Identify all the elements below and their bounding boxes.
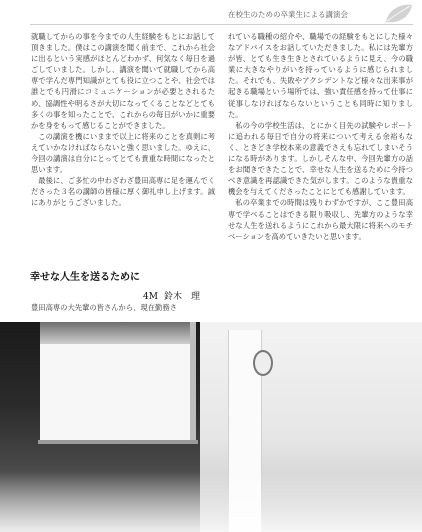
section-heading: 幸せな人生を送るために	[30, 272, 140, 283]
leaf-logo-icon	[382, 2, 414, 26]
lecture-hall-photo	[0, 322, 422, 532]
right-column	[228, 31, 413, 242]
author-name: 鈴木 理	[163, 292, 200, 302]
photo-fade	[0, 472, 422, 532]
section-lead-text: 豊田高専の大先輩の皆さんから、現在勤務さ	[31, 303, 177, 312]
right-paragraph-2: 私の今の学校生活は、とにかく目先の試験やレポートに追われる毎日で自分の将来について考える余裕もなく、ときどき学校本来の意義でさえも忘れてしまいそうになる時があります。しかしそんな中、今回先輩方の話をお聞きできたことで、幸せな人生を送るために今持つべき意識を再認識できた気がします。このような貴重な機会を与えてくださったことにとても感謝しています。	[228, 120, 413, 197]
header-rule	[30, 24, 413, 25]
photo-screen-top	[40, 322, 190, 344]
wall-clock-icon	[253, 350, 273, 376]
author-byline	[143, 289, 200, 302]
left-paragraph-1: 就職してからの事を今までの人生経験をもとにお話して頂きました。僕はこの講演を聞く前まで、これから社会に出るという実感がほとんどわかず、何気なく毎日を過ごしていました。しかし、講演を聞いて就職してから高専で学んだ専門知識がとても役に立つことや、社会では誰とでも円滑にコミュニケーションが必要とされるため、協調性や明るさが大切になってくることなどとても多くの事を知ったことで、これからの毎日がいかに重要かを身をもって感じることができました。	[31, 32, 215, 130]
left-paragraph-2: この講演を機にいままで以上に将来のことを真剣に考えていかなければならないと強く思いました。ゆえに、今回の講演は自分にとってとても貴重な時間になったと思います。	[31, 131, 215, 175]
right-paragraph-1: れている職種の紹介や、職場での経験をもとにした様々なアドバイスをお話していただきました。私には先輩方が皆、とても生き生きとされているように見え、今の職業に大きなやりがいを持っているように感じられました。それでも、失敗やアクシデントなど様々な出来事が起きる職場という場所では、強い責任感を持って仕事に従事しなければならないということも同時に知りました。	[228, 32, 413, 119]
left-column	[31, 31, 215, 209]
left-paragraph-3: 最後に、ご多忙の中わざわざ豊田高専に足を運んでくださった３名の講師の皆様に厚く御礼申し上げます。誠にありがとうございました。	[31, 176, 215, 208]
running-header: 在校生のための卒業生による講演会	[228, 10, 348, 19]
photo-screen-rod	[38, 440, 198, 444]
right-paragraph-3: 私の卒業までの時間は残りわずかですが、ここ豊田高専で学べることはできる限り吸収し、先輩方のような幸せな人生を送れるようにこれから最大限に将来へのモチベーションを高めていきたいと思います。	[228, 198, 413, 241]
author-class: 4M	[143, 292, 158, 302]
